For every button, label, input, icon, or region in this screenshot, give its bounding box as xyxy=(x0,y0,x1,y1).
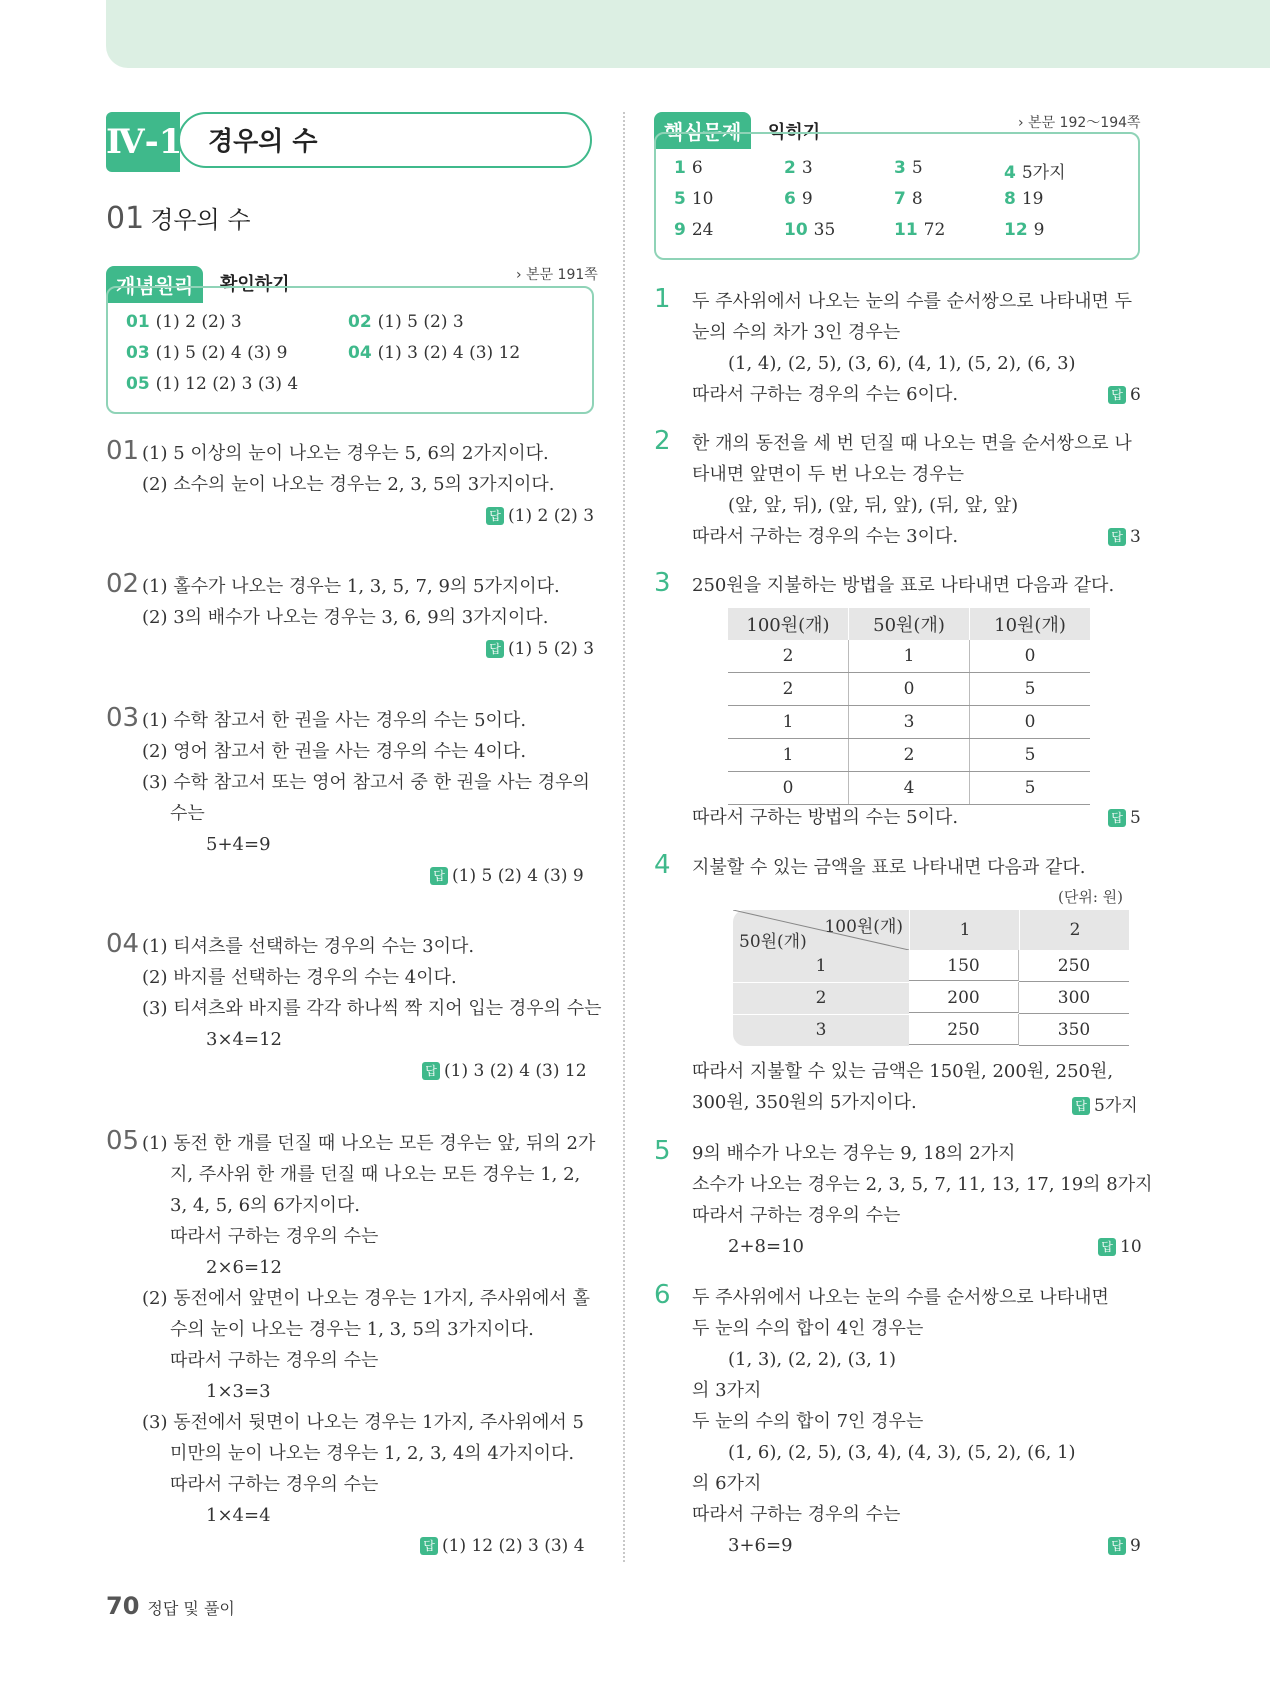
solution-equation: 5+4=9 xyxy=(206,834,271,855)
core-subtag: 익히기 xyxy=(768,122,821,143)
concept-item xyxy=(126,312,242,332)
answer-icon: 답 xyxy=(1108,809,1126,827)
problem-number: 02 xyxy=(106,569,140,599)
table-cell: 250 xyxy=(909,1014,1019,1045)
table-cell: 200 xyxy=(909,982,1019,1013)
table-header: 100원(개) xyxy=(728,608,849,640)
answer-text: (1) 3 (2) 4 (3) 12 xyxy=(444,1061,587,1081)
answer-icon: 답 xyxy=(420,1537,438,1555)
answer-text: 5가지 xyxy=(1094,1096,1138,1116)
problem-number: 6 xyxy=(654,1280,671,1310)
problem-5 xyxy=(654,1136,1153,1262)
solution-line: 250원을 지불하는 방법을 표로 나타내면 다음과 같다. xyxy=(692,575,1115,596)
solution-line: 9의 배수가 나오는 경우는 9, 18의 2가지 xyxy=(692,1143,1016,1164)
unit-badge: Ⅳ-1 xyxy=(106,112,180,172)
answer-text: 9 xyxy=(1130,1536,1141,1556)
core-item xyxy=(894,189,923,209)
concept-item-value: (1) 3 (2) 4 (3) 12 xyxy=(377,343,521,363)
core-item-key: 8 xyxy=(1004,189,1016,209)
concept-item-key: 04 xyxy=(348,343,372,363)
table-cell: 150 xyxy=(909,950,1019,981)
problem-1 xyxy=(654,286,1144,410)
table-row xyxy=(728,640,1090,673)
answer-icon: 답 xyxy=(1072,1097,1090,1115)
concept-item-value: (1) 5 (2) 3 xyxy=(377,312,464,332)
solution-line: 두 눈의 수의 합이 4인 경우는 xyxy=(692,1318,924,1339)
unit-title: 경우의 수 xyxy=(178,112,592,168)
problem-number: 1 xyxy=(654,284,671,314)
core-item-value: 5가지 xyxy=(1021,163,1066,183)
concept-item-key: 01 xyxy=(126,312,150,332)
table-cell: 5 xyxy=(970,673,1091,706)
solution-line: 수의 눈이 나오는 경우는 1, 3, 5의 3가지이다. xyxy=(170,1319,534,1340)
solution-line: (2) 소수의 눈이 나오는 경우는 2, 3, 5의 3가지이다. xyxy=(142,474,555,495)
solution-line: (2) 바지를 선택하는 경우의 수는 4이다. xyxy=(142,967,457,988)
solution-line: 두 주사위에서 나오는 눈의 수를 순서쌍으로 나타내면 xyxy=(692,1287,1109,1308)
core-item xyxy=(674,220,713,240)
problem-04 xyxy=(106,929,602,1055)
concept-item-value: (1) 12 (2) 3 (3) 4 xyxy=(155,374,299,394)
table-cell: 1 xyxy=(849,640,970,673)
problem-2 xyxy=(654,428,1144,552)
solution-line: 따라서 구하는 경우의 수는 xyxy=(170,1474,379,1495)
answer-02 xyxy=(486,639,594,659)
concept-item xyxy=(348,343,520,363)
solution-line: 따라서 구하는 경우의 수는 xyxy=(692,1504,901,1525)
corner-top-label: 100원(개) xyxy=(824,917,903,937)
core-item-value: 72 xyxy=(923,220,946,240)
core-item-key: 7 xyxy=(894,189,906,209)
core-item-value: 24 xyxy=(691,220,714,240)
table-row xyxy=(728,772,1090,805)
solution-line: (2) 동전에서 앞면이 나오는 경우는 1가지, 주사위에서 홀 xyxy=(142,1288,590,1309)
problem-number: 01 xyxy=(106,436,140,466)
core-item-key: 2 xyxy=(784,158,796,178)
table-cell: 1 xyxy=(728,739,849,772)
problem-3 xyxy=(654,570,1144,601)
core-item-value: 3 xyxy=(801,158,813,178)
core-item-key: 11 xyxy=(894,220,918,240)
answer-text: (1) 2 (2) 3 xyxy=(508,506,595,526)
core-item-key: 6 xyxy=(784,189,796,209)
core-item-key: 3 xyxy=(894,158,906,178)
concept-subtag: 확인하기 xyxy=(220,274,290,295)
solution-line: (1) 수학 참고서 한 권을 사는 경우의 수는 5이다. xyxy=(142,710,527,731)
solution-line: (1) 동전 한 개를 던질 때 나오는 모든 경우는 앞, 뒤의 2가 xyxy=(142,1133,596,1154)
problem-number: 3 xyxy=(654,568,671,598)
table-cell: 0 xyxy=(970,706,1091,739)
table-header: 50원(개) xyxy=(849,608,970,640)
concept-reference-text: 본문 191쪽 xyxy=(526,267,598,283)
concept-item xyxy=(126,374,298,394)
solution-line: 지불할 수 있는 금액을 표로 나타내면 다음과 같다. xyxy=(692,857,1086,878)
amount-table-corner xyxy=(733,910,909,950)
core-item-key: 12 xyxy=(1004,220,1028,240)
answer-6 xyxy=(1108,1536,1141,1556)
core-item-value: 19 xyxy=(1021,189,1044,209)
table-cell: 3 xyxy=(849,706,970,739)
solution-line: 한 개의 동전을 세 번 던질 때 나오는 면을 순서쌍으로 나 xyxy=(692,433,1132,454)
solution-line: 두 눈의 수의 합이 7인 경우는 xyxy=(692,1411,924,1432)
core-item-value: 9 xyxy=(801,189,813,209)
answer-2 xyxy=(1108,527,1141,547)
solution-line: 따라서 구하는 경우의 수는 3이다. xyxy=(692,526,959,547)
table-cell: 1 xyxy=(728,706,849,739)
core-item-key: 4 xyxy=(1004,163,1016,183)
table-cell: 5 xyxy=(970,772,1091,805)
problem-01 xyxy=(106,438,596,500)
solution-line: (1) 5 이상의 눈이 나오는 경우는 5, 6의 2가지이다. xyxy=(142,443,549,464)
concept-item-key: 05 xyxy=(126,374,150,394)
table-cell: 0 xyxy=(849,673,970,706)
row-header: 2 xyxy=(733,982,909,1015)
page-number: 70 xyxy=(106,1592,140,1620)
concept-item-value: (1) 2 (2) 3 xyxy=(155,312,242,332)
answer-icon: 답 xyxy=(1098,1238,1116,1256)
problem-02 xyxy=(106,571,596,633)
column-header: 2 xyxy=(1019,910,1130,950)
solution-line: (1, 3), (2, 2), (3, 1) xyxy=(728,1349,897,1370)
table-cell: 5 xyxy=(970,739,1091,772)
solution-line: 지, 주사위 한 개를 던질 때 나오는 모든 경우는 1, 2, xyxy=(170,1164,581,1185)
solution-line: (1, 4), (2, 5), (3, 6), (4, 1), (5, 2), (6, 3) xyxy=(728,353,1076,374)
problem-number: 5 xyxy=(654,1136,671,1166)
core-item-value: 10 xyxy=(691,189,714,209)
solution-line: 의 6가지 xyxy=(692,1473,762,1494)
core-item xyxy=(1004,220,1045,240)
core-item-value: 9 xyxy=(1033,220,1045,240)
column-divider xyxy=(623,112,625,1562)
table-cell: 2 xyxy=(728,640,849,673)
core-item-value: 35 xyxy=(813,220,836,240)
solution-line: (1) 홀수가 나오는 경우는 1, 3, 5, 7, 9의 5가지이다. xyxy=(142,576,560,597)
solution-line: 따라서 구하는 경우의 수는 xyxy=(170,1226,379,1247)
section-title xyxy=(106,200,251,236)
solution-line: 300원, 350원의 5가지이다. xyxy=(692,1092,917,1113)
table-header: 10원(개) xyxy=(970,608,1091,640)
problem-number: 4 xyxy=(654,850,671,880)
section-label: 경우의 수 xyxy=(150,206,251,234)
core-item xyxy=(1004,189,1043,209)
table-row xyxy=(728,706,1090,739)
solution-line: (3) 수학 참고서 또는 영어 참고서 중 한 권을 사는 경우의 xyxy=(142,772,590,793)
problem-6 xyxy=(654,1282,1144,1561)
core-item-value: 5 xyxy=(911,158,923,178)
table-unit: (단위: 원) xyxy=(1058,888,1123,906)
answer-text: 3 xyxy=(1130,527,1141,547)
concept-item xyxy=(348,312,464,332)
row-header: 1 xyxy=(733,950,909,983)
answer-1 xyxy=(1108,385,1141,405)
column-header: 1 xyxy=(909,910,1020,950)
solution-line: 의 3가지 xyxy=(692,1380,762,1401)
problem-4-conclusion xyxy=(692,1056,1113,1118)
solution-line: (2) 영어 참고서 한 권을 사는 경우의 수는 4이다. xyxy=(142,741,527,762)
core-item xyxy=(894,220,945,240)
concept-reference: › 본문 191쪽 xyxy=(516,267,598,283)
core-item-key: 5 xyxy=(674,189,686,209)
solution-equation: 3+6=9 xyxy=(728,1535,793,1556)
answer-icon: 답 xyxy=(1108,528,1126,546)
core-item-value: 6 xyxy=(691,158,703,178)
section-number: 01 xyxy=(106,201,145,236)
concept-tag: 개념원리 xyxy=(106,266,203,303)
answer-text: 5 xyxy=(1130,808,1141,828)
problem-number: 05 xyxy=(106,1126,140,1156)
answer-5 xyxy=(1098,1237,1142,1257)
footer-label: 정답 및 풀이 xyxy=(147,1599,235,1618)
solution-line: 눈의 수의 차가 3인 경우는 xyxy=(692,322,901,343)
solution-line: 따라서 구하는 경우의 수는 xyxy=(692,1205,901,1226)
concept-item xyxy=(126,343,287,363)
solution-line: (1, 6), (2, 5), (3, 4), (4, 3), (5, 2), (6, 1) xyxy=(728,1442,1076,1463)
solution-line: 따라서 지불할 수 있는 금액은 150원, 200원, 250원, xyxy=(692,1061,1114,1082)
solution-line: 미만의 눈이 나오는 경우는 1, 2, 3, 4의 4가지이다. xyxy=(170,1443,575,1464)
solution-line: 3, 4, 5, 6의 6가지이다. xyxy=(170,1195,360,1216)
problem-05 xyxy=(106,1128,596,1531)
answer-01 xyxy=(486,506,594,526)
problem-number: 03 xyxy=(106,703,140,733)
core-reference-text: 본문 192～194쪽 xyxy=(1028,115,1141,131)
table-cell: 300 xyxy=(1019,982,1129,1014)
core-item xyxy=(784,189,813,209)
table-cell: 250 xyxy=(1019,950,1129,982)
solution-line: (앞, 앞, 뒤), (앞, 뒤, 앞), (뒤, 앞, 앞) xyxy=(728,495,1019,516)
table-cell: 2 xyxy=(849,739,970,772)
answer-icon: 답 xyxy=(1108,386,1126,404)
solution-line: 수는 xyxy=(170,803,205,824)
payment-table xyxy=(728,608,1090,805)
table-cell: 4 xyxy=(849,772,970,805)
problem-3-conclusion: 따라서 구하는 방법의 수는 5이다. xyxy=(692,807,959,828)
problem-number: 2 xyxy=(654,426,671,456)
answer-icon: 답 xyxy=(422,1062,440,1080)
core-item-key: 10 xyxy=(784,220,808,240)
answer-03 xyxy=(430,866,584,886)
page-footer xyxy=(106,1592,235,1620)
core-item xyxy=(674,158,703,178)
concept-item-key: 03 xyxy=(126,343,150,363)
core-item xyxy=(674,189,713,209)
problem-4 xyxy=(654,852,1144,883)
answer-04 xyxy=(422,1061,587,1081)
solution-line: 타내면 앞면이 두 번 나오는 경우는 xyxy=(692,464,965,485)
answer-text: 10 xyxy=(1120,1237,1142,1257)
answer-3 xyxy=(1108,808,1141,828)
table-header-row xyxy=(728,608,1090,640)
table-row xyxy=(728,739,1090,772)
solution-line: 소수가 나오는 경우는 2, 3, 5, 7, 11, 13, 17, 19의 8가지 xyxy=(692,1174,1153,1195)
problem-number: 04 xyxy=(106,929,140,959)
solution-equation: 3×4=12 xyxy=(206,1029,282,1050)
answer-05 xyxy=(420,1536,585,1556)
table-cell: 2 xyxy=(728,673,849,706)
corner-bottom-label: 50원(개) xyxy=(739,932,807,952)
answer-icon: 답 xyxy=(486,507,504,525)
core-item xyxy=(1004,158,1066,183)
solution-line: (3) 동전에서 뒷면이 나오는 경우는 1가지, 주사위에서 5 xyxy=(142,1412,584,1433)
solution-line: 따라서 구하는 경우의 수는 xyxy=(170,1350,379,1371)
core-item-key: 9 xyxy=(674,220,686,240)
table-cell: 0 xyxy=(728,772,849,805)
solution-equation: 2+8=10 xyxy=(728,1236,804,1257)
solution-line: (2) 3의 배수가 나오는 경우는 3, 6, 9의 3가지이다. xyxy=(142,607,549,628)
solution-equation: 1×3=3 xyxy=(206,1381,271,1402)
concept-item-key: 02 xyxy=(348,312,372,332)
core-item-value: 8 xyxy=(911,189,923,209)
solution-line: 따라서 구하는 경우의 수는 6이다. xyxy=(692,384,959,405)
core-tag: 핵심문제 xyxy=(654,112,751,149)
table-cell: 0 xyxy=(970,640,1091,673)
row-header: 3 xyxy=(815,1020,827,1040)
answer-text: (1) 12 (2) 3 (3) 4 xyxy=(442,1536,585,1556)
top-banner xyxy=(106,0,1270,68)
solution-equation: 2×6=12 xyxy=(206,1257,282,1278)
concept-item-value: (1) 5 (2) 4 (3) 9 xyxy=(155,343,288,363)
answer-icon: 답 xyxy=(430,867,448,885)
answer-text: 6 xyxy=(1130,385,1141,405)
solution-equation: 1×4=4 xyxy=(206,1505,271,1526)
table-row xyxy=(728,673,1090,706)
problem-03 xyxy=(106,705,596,860)
core-item xyxy=(894,158,923,178)
solution-line: 두 주사위에서 나오는 눈의 수를 순서쌍으로 나타내면 두 xyxy=(692,291,1132,312)
solution-line: (3) 티셔츠와 바지를 각각 하나씩 짝 지어 입는 경우의 수는 xyxy=(142,998,602,1019)
core-reference: › 본문 192～194쪽 xyxy=(1018,115,1141,131)
answer-icon: 답 xyxy=(486,640,504,658)
table-cell: 350 xyxy=(1019,1014,1129,1046)
answer-4 xyxy=(1072,1091,1138,1116)
answer-text: (1) 5 (2) 4 (3) 9 xyxy=(452,866,584,886)
answer-text: (1) 5 (2) 3 xyxy=(508,639,595,659)
core-item-key: 1 xyxy=(674,158,686,178)
answer-icon: 답 xyxy=(1108,1537,1126,1555)
core-item xyxy=(784,220,835,240)
core-item xyxy=(784,158,813,178)
solution-line: (1) 티셔츠를 선택하는 경우의 수는 3이다. xyxy=(142,936,475,957)
